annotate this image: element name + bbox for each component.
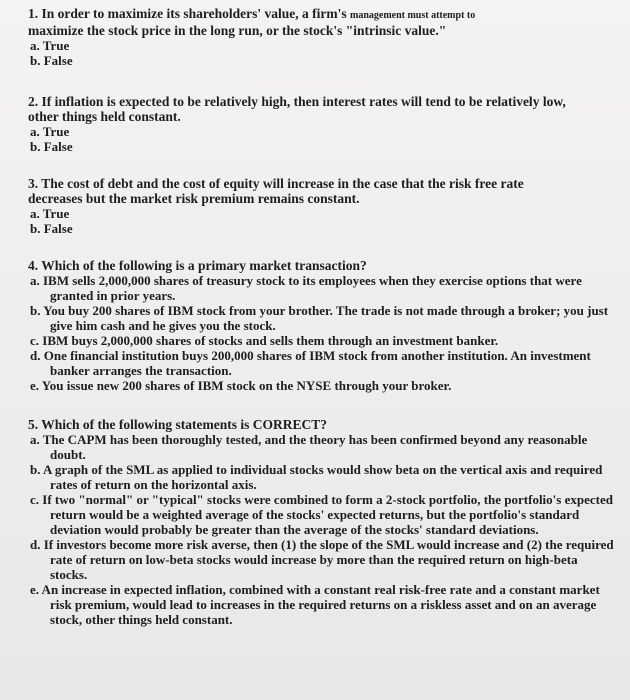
question-1-text-main: 1. In order to maximize its shareholders' value, a firm's xyxy=(28,6,350,21)
question-4-option-c: c. IBM buys 2,000,000 shares of stocks and sells them through an investment banker. xyxy=(30,333,499,348)
question-3-text-main: 3. The cost of debt and the cost of equity will increase in the case that the risk free rate xyxy=(28,176,524,191)
question-4-option-a: a. IBM sells 2,000,000 shares of treasury stock to its employees when they exercise options that were granted in prior years. xyxy=(30,273,582,303)
question-3 xyxy=(28,176,616,236)
question-2-text-main: 2. If inflation is expected to be relatively high, then interest rates will tend to be relatively low, xyxy=(28,94,566,109)
question-1 xyxy=(28,6,616,68)
question-4-text: 4. Which of the following is a primary market transaction? xyxy=(28,258,367,273)
question-4-option-e: e. You issue new 200 shares of IBM stock on the NYSE through your broker. xyxy=(30,378,452,393)
question-2 xyxy=(28,94,616,154)
question-5-option-d: d. If investors become more risk averse, then (1) the slope of the SML would increase and (2) the required rate of return on low-beta stocks would increase by more than the required return on high-beta stocks. xyxy=(30,537,614,582)
question-3-option-b: b. False xyxy=(30,221,73,236)
question-5-text: 5. Which of the following statements is CORRECT? xyxy=(28,417,328,432)
question-5-option-a: a. The CAPM has been thoroughly tested, and the theory has been confirmed beyond any reasonable doubt. xyxy=(30,432,588,462)
question-2-option-a: a. True xyxy=(30,124,70,139)
question-1-option-b: b. False xyxy=(30,53,73,68)
question-4-option-d: d. One financial institution buys 200,000 shares of IBM stock from another institution. An investment banker arranges the transaction. xyxy=(30,348,591,378)
question-1-text-small: management must attempt to xyxy=(349,10,476,21)
question-3-text xyxy=(28,176,616,206)
question-5-option-b: b. A graph of the SML as applied to individual stocks would show beta on the vertical axis and required rates of return on the horizontal axis. xyxy=(30,462,603,492)
question-5 xyxy=(28,417,616,627)
question-1-text xyxy=(28,6,616,38)
question-1-text-cont: maximize the stock price in the long run, or the stock's "intrinsic value." xyxy=(28,23,447,38)
question-5-option-c: c. If two "normal" or "typical" stocks were combined to form a 2-stock portfolio, the portfolio's expected return would be a weighted average of the stocks' expected returns, but the portfolio's standard deviation would probably be greater than the average of the stocks' standard deviations. xyxy=(30,492,613,537)
question-4-option-b: b. You buy 200 shares of IBM stock from your brother. The trade is not made through a broker; you just give him cash and he gives you the stock. xyxy=(30,303,609,333)
question-2-text-cont: other things held constant. xyxy=(28,109,181,124)
question-3-text-cont: decreases but the market risk premium remains constant. xyxy=(28,191,360,206)
question-2-text xyxy=(28,94,616,124)
question-5-option-e: e. An increase in expected inflation, combined with a constant real risk-free rate and a constant market risk premium, would lead to increases in the required returns on a riskless asset and on an average stock, other things held constant. xyxy=(30,582,600,627)
question-1-option-a: a. True xyxy=(30,38,70,53)
question-4 xyxy=(28,258,616,393)
question-2-option-b: b. False xyxy=(30,139,73,154)
question-3-option-a: a. True xyxy=(30,206,70,221)
